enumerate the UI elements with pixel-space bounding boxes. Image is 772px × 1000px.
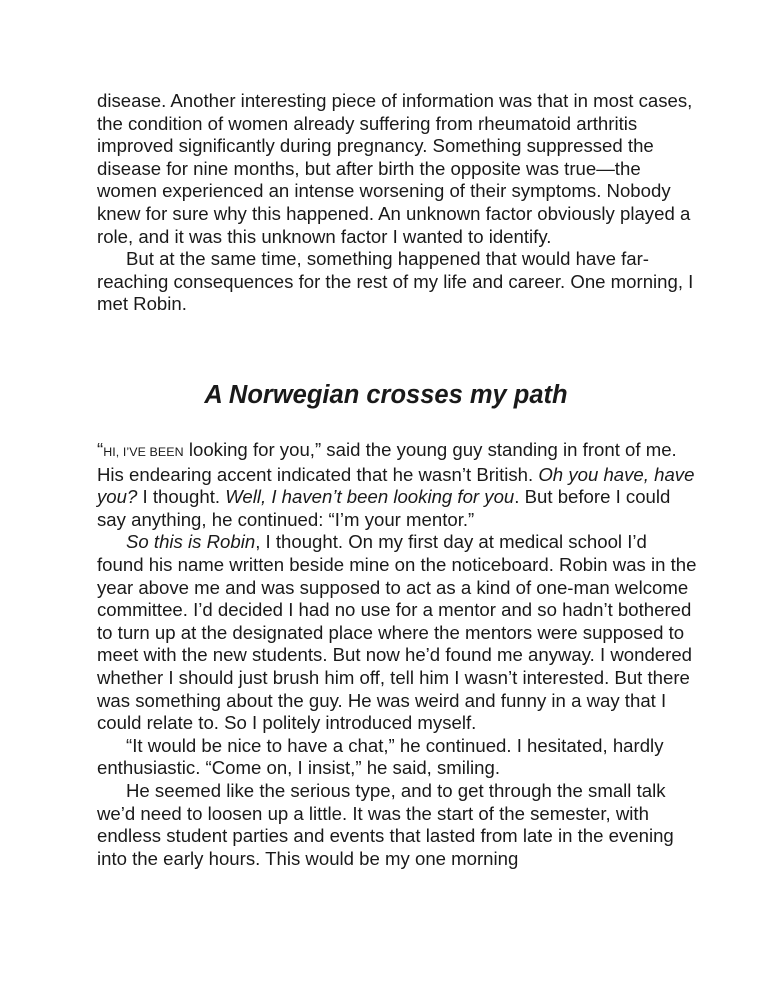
paragraph-mentor-intro	[97, 439, 697, 531]
text-run: , I thought. On my first day at medical school I’d found his name written beside mine on the noticeboard. Robin was in the year above me and was supposed to act as a kind of one-man welcome committee. I’d decided I had no use for a mentor and so hadn’t bothered to turn up at the designated place where the mentors were supposed to meet with the new students. But now he’d found me anyway. I wondered whether I should just brush him off, tell him I wasn’t interested. But there was something about the guy. He was weird and funny in a way that I could relate to. So I politely introduced myself.	[97, 531, 697, 734]
text-run: I thought.	[137, 486, 226, 508]
italic-thought: So this is Robin	[126, 531, 256, 553]
text-run: looking for you,” said the young guy standing in front of me. His endearing accent indicated that he wasn’t British.	[97, 439, 677, 485]
section-heading: A Norwegian crosses my path	[204, 381, 568, 409]
opening-quote: “	[97, 439, 104, 460]
paragraph-met-robin: But at the same time, something happened that would have far-reaching consequences for the rest of my life and career. One morning, I met Robin.	[97, 248, 694, 315]
italic-thought: Well, I haven’t been looking for you	[225, 486, 515, 508]
paragraph-disease: disease. Another interesting piece of information was that in most cases, the condition of women already suffering from rheumatoid arthritis improved significantly during pregnancy. Something suppressed the disease for nine months, but after birth the opposite was true—the women experienced an intense worsening of their symptoms. Nobody knew for sure why this happened. An unknown factor obviously played a role, and it was this unknown factor I wanted to identify.	[97, 90, 693, 247]
paragraph-serious-type: He seemed like the serious type, and to get through the small talk we’d need to loosen up a little. It was the start of the semester, with endless student parties and events that lasted from late in the evening into the early hours. This would be my one morning	[97, 779, 674, 869]
text-run: . But before I could say anything, he continued: “I’m your mentor.”	[97, 486, 671, 530]
paragraph-chat: “It would be nice to have a chat,” he continued. I hesitated, hardly enthusiastic. “Come on, I insist,” he said, smiling.	[97, 734, 664, 779]
italic-thought: Oh you have, have you?	[97, 463, 695, 508]
smallcaps-lead-in: HI, I’VE BEEN	[103, 445, 184, 459]
paragraph-so-this-is-robin	[97, 531, 697, 734]
top-text-block	[97, 90, 697, 316]
section-text-block	[97, 439, 697, 870]
